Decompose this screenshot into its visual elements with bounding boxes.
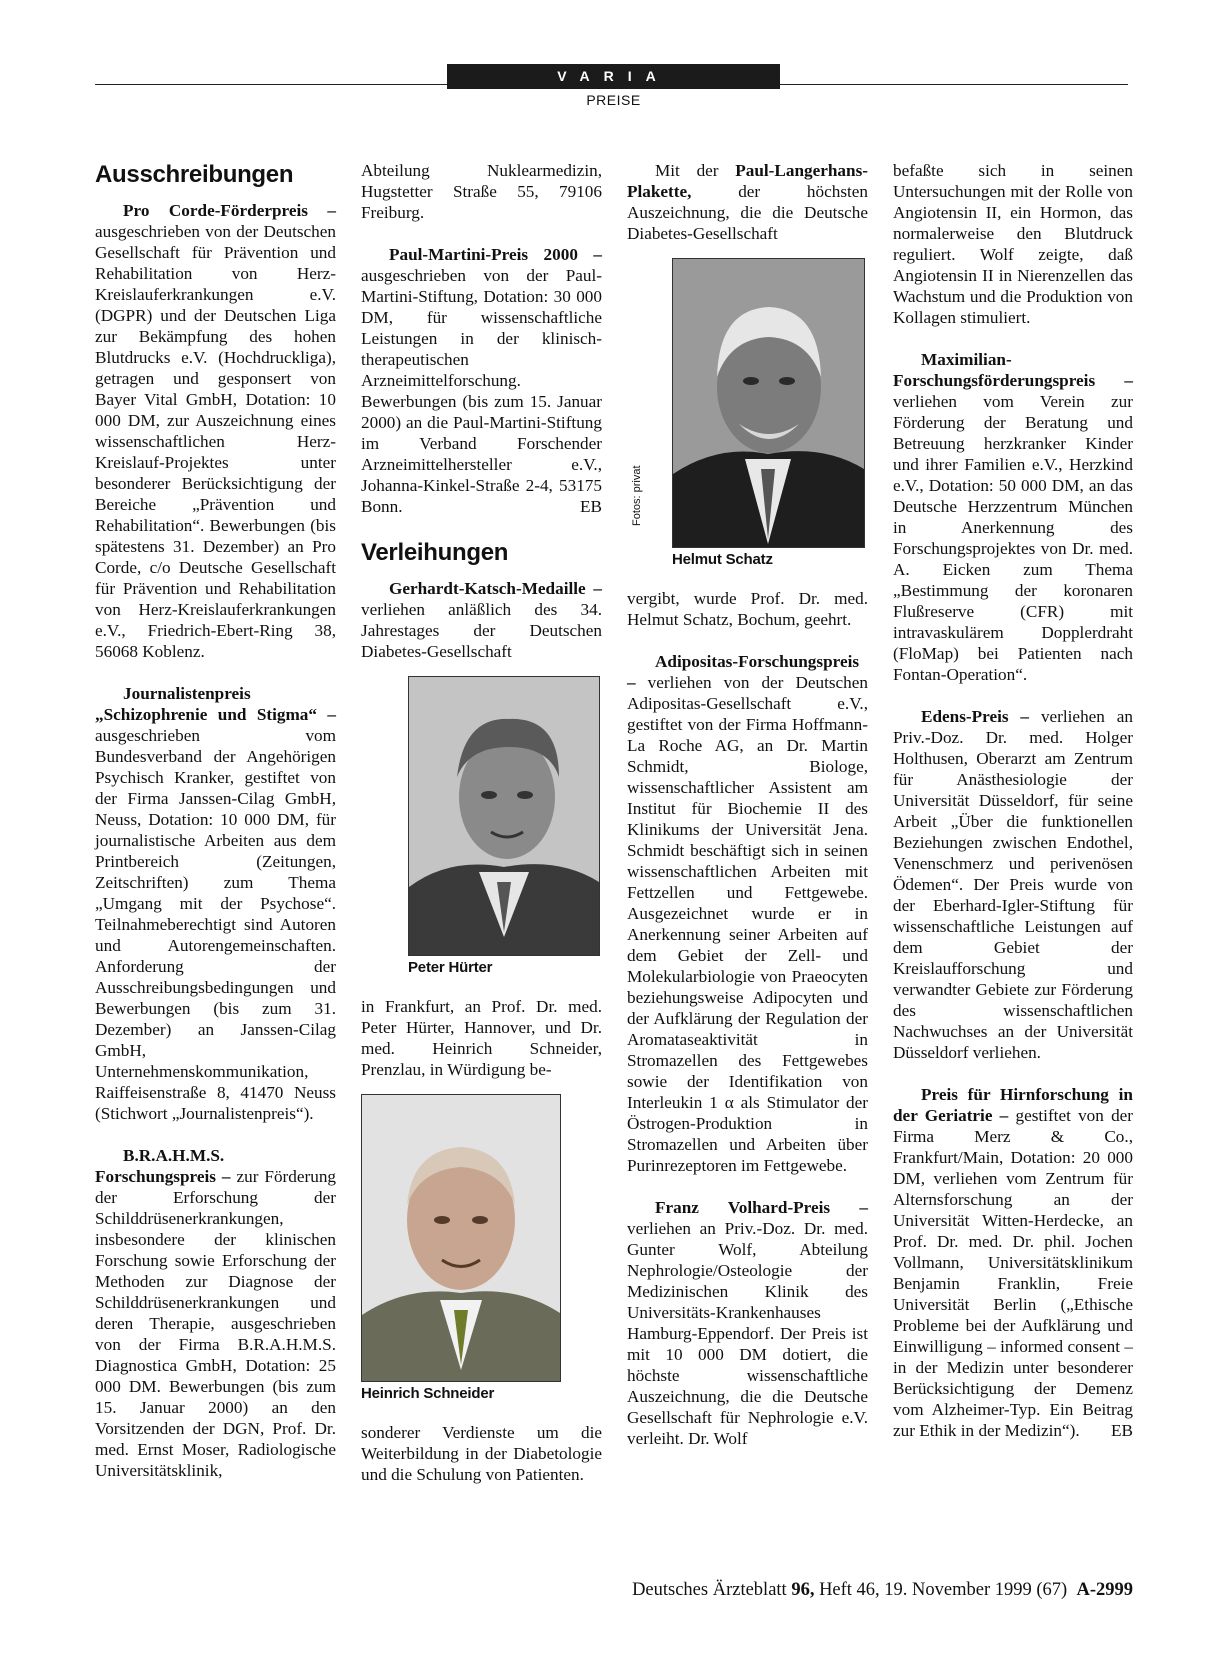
article-title: Journalistenpreis „Schizophrenie und Stigma“ – [95, 684, 336, 724]
article-lead: Mit der [655, 161, 719, 180]
article-body: verliehen anläßlich des 34. Jahrestages der Deutschen Diabetes-Gesellschaft [361, 600, 602, 661]
article-title: Franz Volhard-Preis – [655, 1198, 868, 1217]
column-1 [95, 160, 336, 1502]
photo-caption: Helmut Schatz [672, 551, 773, 568]
article-katsch-end: sonderer Verdienste um die Weiterbildung in der Diabetologie und die Schulung von Patienten. [361, 1423, 602, 1484]
article-volhard-continued: befaßte sich in seinen Untersuchungen mit der Rolle von Angiotensin II, ein Hormon, das normalerweise den Blutdruck reguliert. Wolf zeigte, daß Angiotensin II in Nierenzellen das Wachstum und die Produktion von Kollagen stimuliert. [893, 161, 1133, 327]
author-initials: EB [1111, 1421, 1133, 1440]
heading-verleihungen: Verleihungen [361, 539, 509, 566]
article-body: verliehen an Priv.-Doz. Dr. med. Holger Holthusen, Oberarzt am Zentrum für Anästhesiologie der Universität Düsseldorf, für seine Arbeit „Über die funktionellen Beziehungen zwischen Endothel, Venenschmerz und perivenösen Ödemen“. Der Preis wurde von der Eberhard-Igler-Stiftung für wissenschaftliche Leistungen auf dem Gebiet der Kreislaufforschung und verwandter Gebiete zur Förderung des wissenschaftlichen Nachwuchses an der Universität Düsseldorf verliehen. [893, 707, 1133, 1062]
article-title: Pro Corde-Förderpreis – [123, 201, 336, 220]
photo-credit: Fotos: privat [631, 465, 643, 526]
issue-info: Heft 46, 19. November 1999 (67) [819, 1580, 1068, 1600]
article-body: verliehen vom Verein zur Förderung der Beratung und Betreuung herzkranker Kinder und ihrer Familien e.V., Herzkind e.V., Dotation: 50 000 DM, an das Deutsche Herzzentrum München in Anerkennung des Forschungsprojektes von Dr. med. A. Eicken zum Thema „Bestimmung der koronaren Flußreserve (CFR) mit intravaskulärem Dopplerdraht (FloMap) bei Patienten nach Fontan-Operation“. [893, 392, 1133, 684]
subsection-label: PREISE [586, 92, 641, 108]
article-title: Maximilian-Forschungsförderungspreis – [893, 350, 1133, 390]
article-adipositas [627, 651, 868, 1176]
column-2 [361, 160, 602, 1506]
article-maximilian [893, 349, 1133, 685]
article-body: ausgeschrieben von der Paul-Martini-Stiftung, Dotation: 30 000 DM, für wissenschaftliche Leistungen in der klinisch-therapeutischen Arzneimittelforschung. Bewerbungen (bis zum 15. Januar 2000) an die Paul-Martini-Stiftung im Verband Forschender Arzneimittelhersteller e.V., Johanna-Kinkel-Straße 2-4, 53175 Bonn. [361, 266, 602, 516]
portrait-photo [408, 676, 600, 956]
article-pro-corde [95, 200, 336, 662]
section-label: VARIA [447, 64, 780, 89]
heading-ausschreibungen: Ausschreibungen [95, 161, 294, 188]
article-brahms [95, 1145, 336, 1481]
column-4 [893, 160, 1133, 1462]
article-title: Gerhardt-Katsch-Medaille – [389, 579, 602, 598]
portrait-photo [672, 258, 865, 548]
photo-caption: Heinrich Schneider [361, 1385, 495, 1402]
article-katsch-continued: in Frankfurt, an Prof. Dr. med. Peter Hürter, Hannover, und Dr. med. Heinrich Schneider, Prenzlau, in Würdigung be- [361, 997, 602, 1079]
article-title: Adipositas-Forschungspreis – [627, 652, 860, 692]
article-body: gestiftet von der Firma Merz & Co., Frankfurt/Main, Dotation: 20 000 DM, verliehen vom Zentrum für Alternsforschung an der Universität Witten-Herdecke, an Prof. Dr. med. Dr. phil. Jochen Vollmann, Universitätsklinikum Benjamin Franklin, Freie Universität Berlin („Ethische Probleme bei der Aufklärung und Einwilligung – informed consent – in der Medizin unter besonderer Berücksichtigung der Demenz vom Alzheimer-Typ. Ein Beitrag zur Ethik in der Medizin“). [893, 1106, 1134, 1440]
journal-name: Deutsches Ärzteblatt [632, 1580, 787, 1600]
article-katsch [361, 578, 602, 662]
article-body: verliehen von der Deutschen Adipositas-Gesellschaft e.V., gestiftet von der Firma Hoffmann-La Roche AG, an Dr. Martin Schmidt, Biologe, wissenschaftlicher Assistent am Institut für Biochemie II des Klinikums der Universität Jena. Schmidt beschäftigt sich in seinen wissenschaftlichen Arbeiten mit Fettzellen und Fettgewebe. Ausgezeichnet wurde er in Anerkennung seiner Arbeiten auf dem Gebiet der Zell- und Molekularbiologie von Praeocyten beziehungsweise Adipocyten und der Aufklärung der Regulation der Aromataseaktivität in Stromazellen des Fettgewebes sowie der Identifikation von Interleukin 1 α als Stimulator der Östrogen-Produktion in Stromazellen und Arbeiten über Purinrezeptoren im Fettgewebe. [627, 673, 868, 1175]
article-title: Paul-Langerhans-Plakette, [627, 161, 868, 201]
article-volhard [627, 1197, 868, 1449]
article-body: verliehen an Priv.-Doz. Dr. med. Gunter Wolf, Abteilung Nephrologie/Osteologie der Medizinischen Klinik des Universitäts-Krankenhauses Hamburg-Eppendorf. Der Preis ist mit 10 000 DM dotiert, die höchste wissenschaftliche Auszeichnung, die die Deutsche Gesellschaft für Nephrologie e.V. verleiht. Dr. Wolf [627, 1219, 868, 1448]
portrait-photo [361, 1094, 561, 1382]
journal-volume: 96, [791, 1580, 815, 1600]
article-body: zur Förderung der Erforschung der Schilddrüsenerkrankungen, insbesondere der klinischen Forschung sowie Erforschung der Methoden zur Diagnose der Schilddrüsenerkrankungen und deren Therapie, ausgeschrieben von der Firma B.R.A.H.M.S. Diagnostica GmbH, Dotation: 25 000 DM. Bewerbungen (bis zum 15. Januar 2000) an den Vorsitzenden der DGN, Prof. Dr. med. Ernst Moser, Radiologische Universitätsklinik, [95, 1167, 337, 1480]
article-brahms-continued: Abteilung Nuklearmedizin, Hugstetter Straße 55, 79106 Freiburg. [361, 161, 602, 222]
article-hirnforschung [893, 1084, 1133, 1441]
article-title: Edens-Preis – [921, 707, 1030, 726]
column-3 [627, 160, 868, 1470]
article-edens [893, 706, 1133, 1063]
article-title: B.R.A.H.M.S. Forschungspreis – [95, 1146, 231, 1186]
article-body: ausgeschrieben vom Bundesverband der Angehörigen Psychisch Kranker, gestiftet von der Firma Janssen-Cilag GmbH, Neuss, Dotation: 10 000 DM, für journalistische Arbeiten aus dem Printbereich (Zeitungen, Zeitschriften) zum Thema „Umgang mit der Psychose“. Teilnahmeberechtigt sind Autoren und Autorengemeinschaften. Anforderung der Ausschreibungsbedingungen und Bewerbungen (bis zum 31. Dezember) an Janssen-Cilag GmbH, Unternehmenskommunikation, Raiffeisenstraße 8, 41470 Neuss (Stichwort „Journalistenpreis“). [95, 726, 336, 1123]
photo-block [627, 258, 868, 548]
article-body: der höchsten Auszeichnung, die die Deutsche Diabetes-Gesellschaft [627, 182, 869, 243]
page-footer [560, 1580, 1133, 1601]
author-initials: EB [580, 497, 602, 516]
article-title: Paul-Martini-Preis 2000 – [389, 245, 602, 264]
article-paul-martini [361, 244, 602, 517]
article-journalistenpreis [95, 683, 336, 1124]
article-langerhans-continued: vergibt, wurde Prof. Dr. med. Helmut Schatz, Bochum, geehrt. [627, 589, 868, 629]
article-body: ausgeschrieben von der Deutschen Gesellschaft für Prävention und Rehabilitation von Herz-Kreislauferkrankungen e.V. (DGPR) und der Deutschen Liga zur Bekämpfung des hohen Blutdrucks e.V. (Hochdruckliga), getragen und gesponsert von Bayer Vital GmbH, Dotation: 10 000 DM, zur Auszeichnung eines wissenschaftlichen Herz-Kreislauf-Projektes unter besonderer Berücksichtigung der Bereiche „Prävention und Rehabilitation“. Bewerbungen (bis spätestens 31. Dezember) an Pro Corde, c/o Deutsche Gesellschaft für Prävention und Rehabilitation von Herz-Kreislauferkrankungen e.V., Friedrich-Ebert-Ring 38, 56068 Koblenz. [95, 222, 336, 661]
photo-caption: Peter Hürter [408, 959, 493, 976]
page-number: A-2999 [1076, 1580, 1133, 1600]
article-title: Preis für Hirnforschung in der Geriatrie – [893, 1085, 1133, 1125]
article-langerhans [627, 160, 868, 244]
